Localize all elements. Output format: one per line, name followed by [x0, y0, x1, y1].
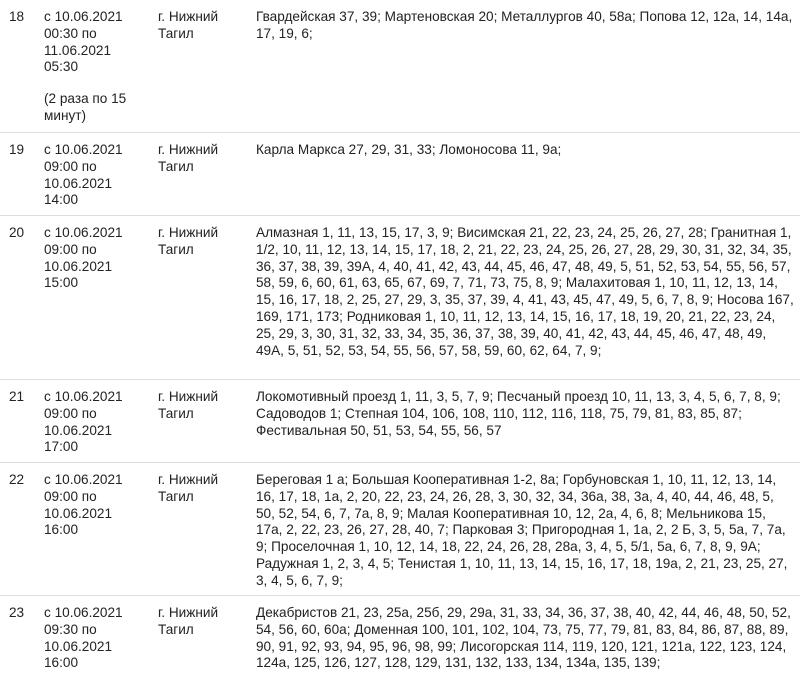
- city-line: г. Нижний: [158, 472, 250, 489]
- city-line: Тагил: [158, 26, 250, 43]
- city-line: Тагил: [158, 242, 250, 259]
- date-line: 09:00 по: [44, 489, 152, 506]
- outage-period: [36, 216, 156, 380]
- date-line: 17:00: [44, 439, 152, 456]
- table-row: [0, 0, 800, 133]
- date-line: с 10.06.2021: [44, 225, 152, 242]
- date-line: 15:00: [44, 275, 152, 292]
- outage-period: [36, 133, 156, 216]
- city-cell: [156, 596, 254, 695]
- outage-period: [36, 596, 156, 695]
- city-line: Тагил: [158, 622, 250, 639]
- city-cell: [156, 216, 254, 380]
- row-number: 21: [0, 380, 36, 463]
- city-line: г. Нижний: [158, 142, 250, 159]
- date-line: 10.06.2021: [44, 259, 152, 276]
- date-line: с 10.06.2021: [44, 142, 152, 159]
- row-number: 23: [0, 596, 36, 695]
- date-line: 10.06.2021: [44, 176, 152, 193]
- city-line: г. Нижний: [158, 9, 250, 26]
- outage-period: [36, 380, 156, 463]
- date-line: с 10.06.2021: [44, 605, 152, 622]
- streets-list: Локомотивный проезд 1, 11, 3, 5, 7, 9; Песчаный проезд 10, 11, 13, 3, 4, 5, 6, 7, 8, 9; Садоводов 1; Степная 104, 106, 108, 110, 112, 116, 118, 75, 79, 81, 83, 85, 87; Фестивальная 50, 51, 53, 54, 55, 56, 57: [254, 380, 800, 463]
- date-line: 10.06.2021: [44, 639, 152, 656]
- streets-list: Береговая 1 а; Большая Кооперативная 1-2, 8а; Горбуновская 1, 10, 11, 12, 13, 14, 16, 17, 18, 1а, 2, 20, 22, 23, 24, 26, 28, 3, 30, 32, 34, 36а, 38, 3а, 4, 40, 44, 46, 48, 5, 50, 52, 54, 6, 7, 7а, 8, 9; Малая Кооперативная 10, 12, 2а, 4, 6, 8; Мельникова 15, 17а, 2, 22, 23, 26, 27, 28, 40, 7; Парковая 3; Пригородная 1, 1а, 2, 2 Б, 3, 5, 5а, 7, 7а, 9; Проселочная 1, 10, 12, 14, 18, 22, 24, 26, 28, 28а, 3, 4, 5, 5/1, 5а, 6, 7, 8, 9, 9А; Радужная 1, 2, 3, 4, 5; Тенистая 1, 10, 11, 13, 14, 15, 16, 17, 18, 19а, 2, 21, 23, 25, 27, 3, 4, 5, 6, 7, 9;: [254, 463, 800, 596]
- row-number: 20: [0, 216, 36, 380]
- streets-list: Алмазная 1, 11, 13, 15, 17, 3, 9; Висимская 21, 22, 23, 24, 25, 26, 27, 28; Гранитная 1, 1/2, 10, 11, 12, 13, 14, 15, 17, 18, 2, 21, 22, 23, 24, 25, 26, 27, 28, 29, 30, 31, 32, 34, 35, 36, 37, 38, 39, 39А, 4, 40, 41, 42, 43, 44, 45, 46, 47, 48, 49, 5, 51, 52, 53, 54, 55, 56, 57, 58, 59, 6, 60, 61, 63, 65, 67, 69, 7, 71, 73, 75, 8, 9; Малахитовая 1, 10, 11, 12, 13, 14, 15, 16, 17, 18, 2, 25, 27, 29, 3, 35, 37, 39, 4, 41, 43, 45, 47, 49, 5, 6, 7, 8, 9; Носова 167, 169, 171, 173; Родниковая 1, 10, 11, 12, 13, 14, 15, 16, 17, 18, 19, 20, 21, 22, 23, 24, 25, 29, 3, 30, 31, 32, 33, 34, 35, 36, 37, 38, 39, 40, 41, 42, 43, 44, 45, 46, 47, 48, 49, 49А, 5, 51, 52, 53, 54, 55, 56, 57, 58, 59, 60, 62, 64, 7, 9;: [254, 216, 800, 380]
- period-note: (2 раза по 15 минут): [44, 91, 152, 125]
- streets-list: Декабристов 21, 23, 25а, 25б, 29, 29а, 31, 33, 34, 36, 37, 38, 40, 42, 44, 46, 48, 50, 52, 54, 56, 60, 60а; Доменная 100, 101, 102, 104, 73, 75, 77, 79, 81, 83, 84, 86, 87, 88, 89, 90, 91, 92, 93, 94, 95, 96, 98, 99; Лисогорская 114, 119, 120, 121, 121а, 122, 123, 124, 124а, 125, 126, 127, 128, 129, 131, 132, 133, 134, 134а, 135, 139;: [254, 596, 800, 695]
- city-cell: [156, 133, 254, 216]
- city-line: г. Нижний: [158, 225, 250, 242]
- date-line: с 10.06.2021: [44, 9, 152, 26]
- city-line: Тагил: [158, 489, 250, 506]
- table-row: [0, 463, 800, 596]
- city-cell: [156, 463, 254, 596]
- date-line: 14:00: [44, 192, 152, 209]
- date-line: с 10.06.2021: [44, 389, 152, 406]
- date-line: 11.06.2021: [44, 43, 152, 60]
- row-number: 22: [0, 463, 36, 596]
- city-line: г. Нижний: [158, 389, 250, 406]
- date-line: 10.06.2021: [44, 506, 152, 523]
- city-cell: [156, 0, 254, 133]
- row-number: 19: [0, 133, 36, 216]
- date-line: 09:00 по: [44, 159, 152, 176]
- row-number: 18: [0, 0, 36, 133]
- date-line: 05:30: [44, 59, 152, 76]
- city-cell: [156, 380, 254, 463]
- date-line: 16:00: [44, 655, 152, 672]
- outage-period: [36, 463, 156, 596]
- streets-list: Гвардейская 37, 39; Мартеновская 20; Металлургов 40, 58а; Попова 12, 12а, 14, 14а, 17, 19, 6;: [254, 0, 800, 133]
- date-line: 09:00 по: [44, 242, 152, 259]
- outage-period: [36, 0, 156, 133]
- date-line: 16:00: [44, 522, 152, 539]
- date-line: с 10.06.2021: [44, 472, 152, 489]
- streets-list: Карла Маркса 27, 29, 31, 33; Ломоносова 11, 9а;: [254, 133, 800, 216]
- city-line: г. Нижний: [158, 605, 250, 622]
- date-line: 09:30 по: [44, 622, 152, 639]
- table-row: [0, 380, 800, 463]
- city-line: Тагил: [158, 406, 250, 423]
- table-row: [0, 216, 800, 380]
- table-row: [0, 596, 800, 695]
- table-row: [0, 133, 800, 216]
- date-line: 00:30 по: [44, 26, 152, 43]
- date-line: 09:00 по: [44, 406, 152, 423]
- date-line: 10.06.2021: [44, 423, 152, 440]
- city-line: Тагил: [158, 159, 250, 176]
